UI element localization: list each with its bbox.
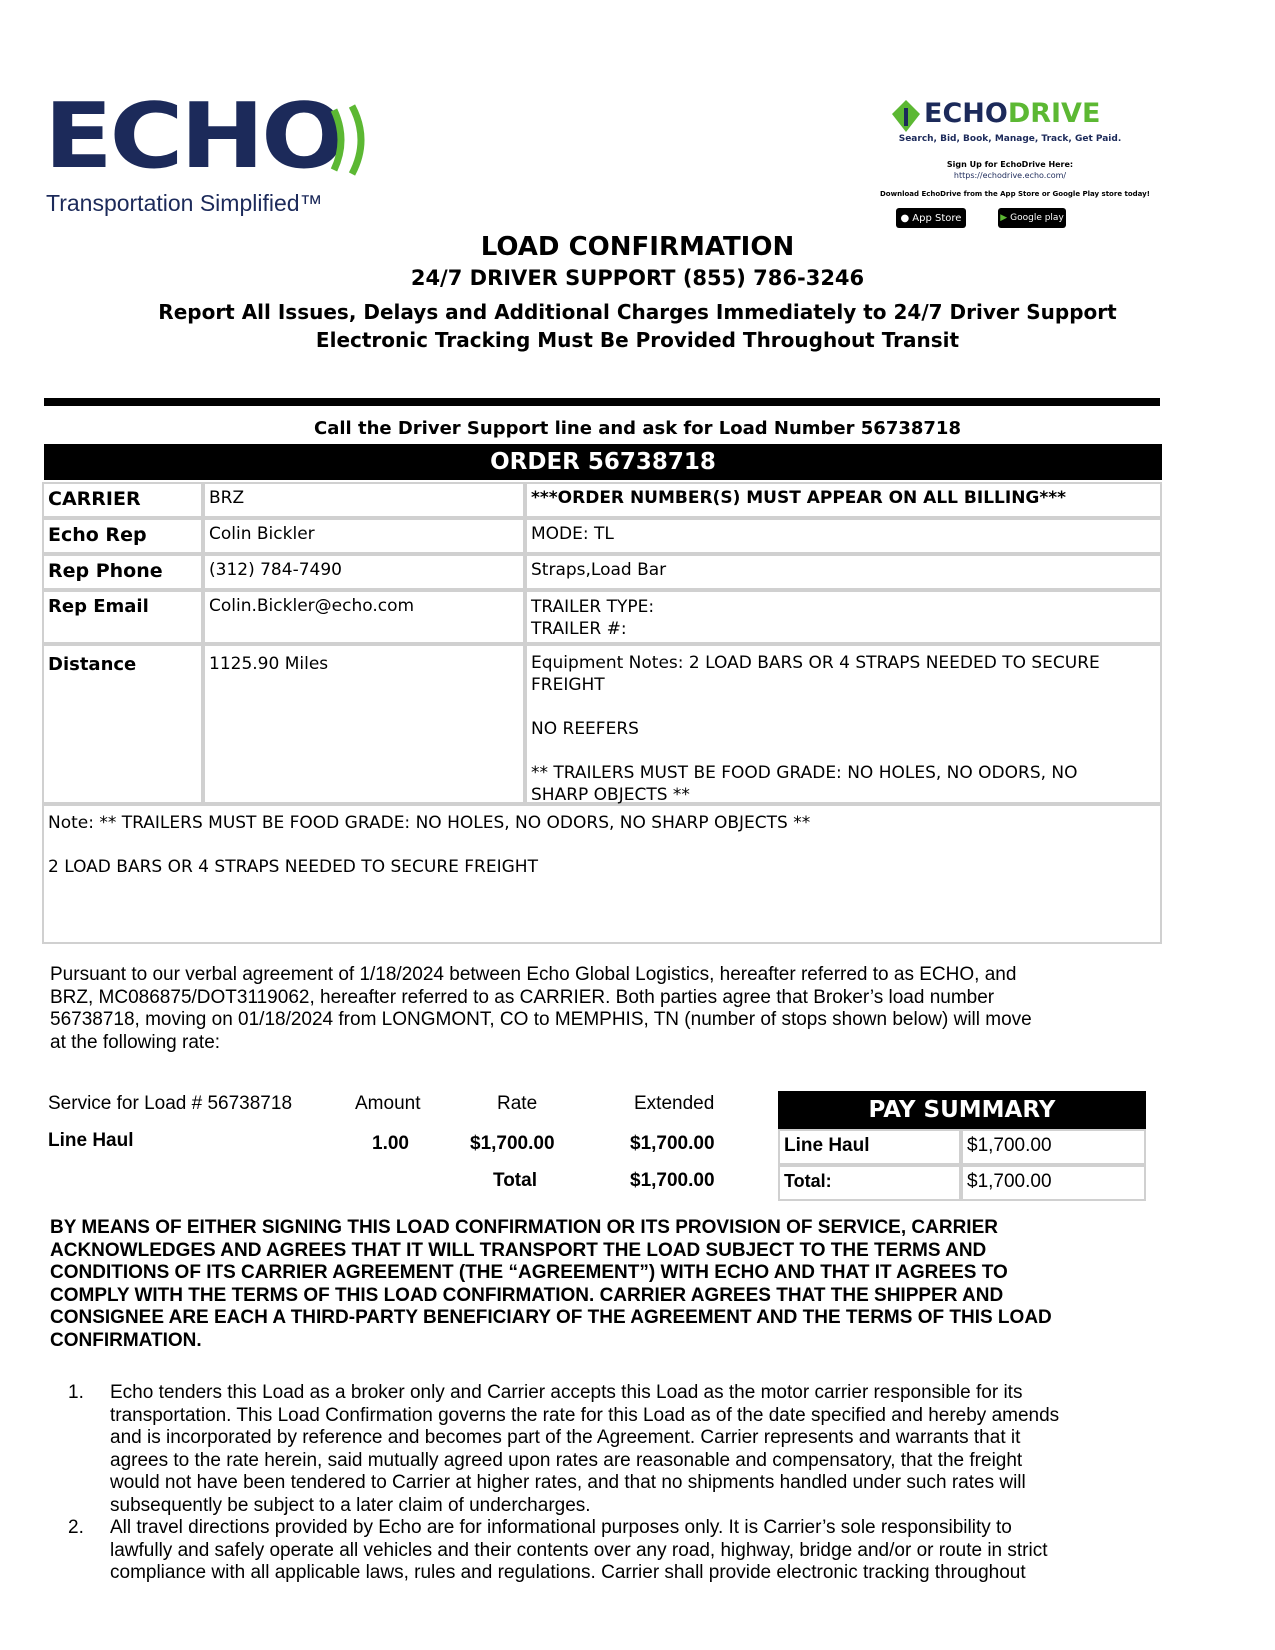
pay-total-value: $1,700.00 [961, 1165, 1146, 1201]
item2-number: 2. [68, 1517, 84, 1538]
item2-line3: compliance with all applicable laws, rules and regulations. Carrier shall provide electronic tracking throughout [110, 1562, 1026, 1583]
billing-notice: ***ORDER NUMBER(S) MUST APPEAR ON ALL BILLING*** [525, 482, 1162, 518]
rep-email-value[interactable]: Colin.Bickler@echo.com [203, 590, 525, 644]
agreement-line3: 56738718, moving on 01/18/2024 from LONGMONT, CO to MEMPHIS, TN (number of stops shown below) will move [50, 1009, 1032, 1030]
echodrive-download: Download EchoDrive from the App Store or Google Play store today! [880, 190, 1150, 198]
sound-waves-icon [326, 100, 386, 180]
item2-line1: All travel directions provided by Echo are for informational purposes only. It is Carrier’s sole responsibility to [110, 1517, 1012, 1538]
trailer-info [525, 590, 1162, 644]
report-issues-line: Report All Issues, Delays and Additional Charges Immediately to 24/7 Driver Support [158, 300, 1117, 324]
equipment-notes-line5: SHARP OBJECTS ** [531, 785, 690, 805]
item1-line5: would not have been tendered to Carrier at higher rates, and that no shipments handled under such rates will [110, 1472, 1026, 1493]
carrier-value: BRZ [203, 482, 525, 518]
pay-summary-title: PAY SUMMARY [778, 1091, 1146, 1129]
echodrive-block [880, 98, 1150, 238]
rate-header: Rate [497, 1093, 538, 1114]
terms-bold-line2: ACKNOWLEDGES AND AGREES THAT IT WILL TRANSPORT THE LOAD SUBJECT TO THE TERMS AND [50, 1239, 987, 1261]
apple-icon: ● [900, 212, 910, 224]
echodrive-title-a: ECHO [924, 98, 1008, 129]
google-play-label: Google play [1010, 213, 1064, 223]
echodrive-signup: Sign Up for EchoDrive Here: [946, 160, 1074, 169]
terms-bold-line1: BY MEANS OF EITHER SIGNING THIS LOAD CONFIRMATION OR ITS PROVISION OF SERVICE, CARRIER [50, 1217, 998, 1238]
echo-rep-label: Echo Rep [42, 518, 203, 554]
distance-label: Distance [42, 644, 203, 804]
terms-acknowledgement [50, 1217, 1160, 1352]
item1-line4: agrees to the rate herein, said mutually agreed upon rates are reasonable and compensatory, that the freight [110, 1449, 1023, 1471]
item1-line3: and is incorporated by reference and becomes part of the Agreement. Carrier represents and warrants that it [110, 1427, 1021, 1448]
trailer-type: TRAILER TYPE: [531, 597, 655, 617]
agreement-line1: Pursuant to our verbal agreement of 1/18/2024 between Echo Global Logistics, hereafter referred to as ECHO, and [50, 964, 1017, 985]
distance-value: 1125.90 Miles [203, 644, 525, 804]
echodrive-url[interactable]: https://echodrive.echo.com/ [953, 171, 1067, 180]
item2-line2: lawfully and safely operate all vehicles and their contents over any road, highway, bridge and/or or route in strict [110, 1539, 1048, 1561]
item1-line6: subsequently be subject to a later claim of undercharges. [110, 1494, 591, 1516]
service-header: Service for Load # 56738718 [48, 1093, 293, 1114]
page-title: LOAD CONFIRMATION [480, 232, 795, 262]
agreement-line4: at the following rate: [50, 1031, 221, 1053]
extended-header: Extended [634, 1093, 715, 1114]
driver-support-line: 24/7 DRIVER SUPPORT (855) 786-3246 [410, 266, 865, 290]
carrier-label: CARRIER [42, 482, 203, 518]
echo-logo [44, 84, 384, 222]
line-haul-rate: $1,700.00 [470, 1133, 555, 1154]
item1-number: 1. [68, 1382, 84, 1403]
echo-rep-value: Colin Bickler [203, 518, 525, 554]
pay-line-haul-label: Line Haul [778, 1129, 961, 1165]
echodrive-title-b: DRIVE [1007, 98, 1101, 129]
line-haul-label: Line Haul [48, 1130, 134, 1151]
road-pin-icon [892, 100, 920, 132]
app-store-label: App Store [912, 212, 962, 224]
google-play-badge[interactable] [998, 208, 1066, 228]
order-note-box [42, 804, 1162, 944]
item2-text [110, 1517, 1160, 1585]
equipment-notes-line1: Equipment Notes: 2 LOAD BARS OR 4 STRAPS NEEDED TO SECURE [531, 653, 1100, 673]
terms-bold-line3: CONDITIONS OF ITS CARRIER AGREEMENT (THE “AGREEMENT”) WITH ECHO AND THAT IT AGREES TO [50, 1262, 1008, 1283]
amount-header: Amount [355, 1093, 421, 1114]
agreement-line2: BRZ, MC086875/DOT3119062, hereafter referred to as CARRIER. Both parties agree that Broker’s load number [50, 986, 995, 1008]
echo-logo-word: ECHO [44, 84, 344, 189]
total-label: Total [493, 1170, 537, 1191]
line-haul-extended: $1,700.00 [630, 1133, 715, 1154]
terms-bold-line5: CONSIGNEE ARE EACH A THIRD-PARTY BENEFICIARY OF THE AGREEMENT AND THE TERMS OF THIS LOAD [50, 1307, 1052, 1328]
tracking-line: Electronic Tracking Must Be Provided Throughout Transit [315, 328, 960, 352]
equipment-notes-line3: NO REEFERS [531, 719, 639, 739]
mode-value: MODE: TL [525, 518, 1162, 554]
item1-line1: Echo tenders this Load as a broker only and Carrier accepts this Load as the motor carrier responsible for its [110, 1382, 1023, 1403]
rep-phone-label: Rep Phone [42, 554, 203, 590]
equipment-notes [525, 644, 1162, 804]
terms-bold-line4: COMPLY WITH THE TERMS OF THIS LOAD CONFIRMATION. CARRIER AGREES THAT THE SHIPPER AND [50, 1284, 1004, 1306]
echodrive-tagline: Search, Bid, Book, Manage, Track, Get Paid. [898, 134, 1122, 144]
equipment-notes-line2: FREIGHT [531, 675, 605, 695]
rep-phone-value: (312) 784-7490 [203, 554, 525, 590]
trailer-number: TRAILER #: [531, 619, 627, 639]
echodrive-title [924, 98, 1100, 130]
equipment-value: Straps,Load Bar [525, 554, 1162, 590]
agreement-paragraph [50, 964, 1150, 1054]
equipment-notes-line4: ** TRAILERS MUST BE FOOD GRADE: NO HOLES, NO ODORS, NO [531, 763, 1078, 783]
terms-bold-line6: CONFIRMATION. [50, 1329, 202, 1351]
line-haul-amount: 1.00 [372, 1133, 409, 1154]
pay-line-haul-value: $1,700.00 [961, 1129, 1146, 1165]
total-value: $1,700.00 [630, 1170, 715, 1191]
item1-text [110, 1382, 1160, 1517]
order-note-line1: Note: ** TRAILERS MUST BE FOOD GRADE: NO HOLES, NO ODORS, NO SHARP OBJECTS ** [48, 813, 811, 833]
section-rule [44, 398, 1160, 406]
order-title-bar: ORDER 56738718 [44, 444, 1162, 480]
app-store-badge[interactable] [896, 208, 966, 228]
item1-line2: transportation. This Load Confirmation governs the rate for this Load as of the date specified and hereby amends [110, 1404, 1060, 1426]
play-icon: ▶ [1000, 213, 1008, 223]
rep-email-label: Rep Email [42, 590, 203, 644]
pay-total-label: Total: [778, 1165, 961, 1201]
order-note-line2: 2 LOAD BARS OR 4 STRAPS NEEDED TO SECURE FREIGHT [48, 857, 538, 877]
echo-tagline: Transportation Simplified™ [46, 190, 323, 216]
call-support-line: Call the Driver Support line and ask for Load Number 56738718 [314, 418, 961, 439]
